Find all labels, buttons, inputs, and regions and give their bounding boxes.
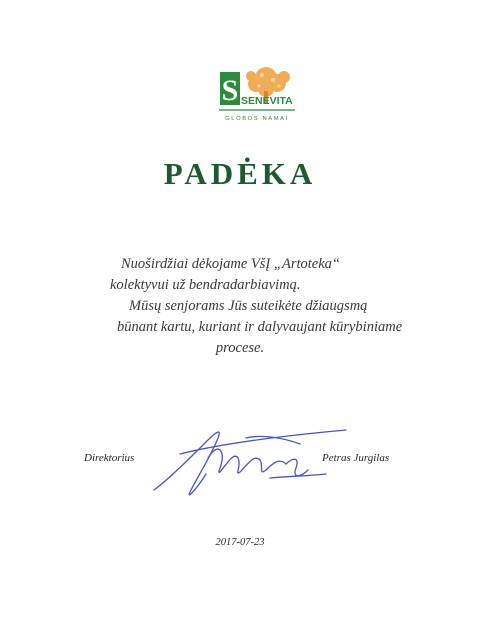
message-line: Mūsų senjorams Jūs suteikėte džiaugsmą: [129, 298, 368, 314]
handwritten-signature: [150, 418, 350, 500]
message-line: būnant kartu, kuriant ir dalyvaujant kūrybiniame: [117, 319, 403, 335]
tree-logo-icon: [216, 64, 298, 128]
logo-brand-text: SENEVITA: [241, 95, 293, 107]
senevita-logo: [216, 64, 298, 128]
message-line: Nuoširdžiai dėkojame VšĮ „Artoteka“: [121, 256, 340, 272]
document-title: PADĖKA: [163, 156, 317, 191]
message-line: procese.: [215, 340, 265, 356]
signer-role: Direktorius: [84, 452, 135, 464]
signer-name: Petras Jurgilas: [322, 452, 390, 464]
message-line: kolektyvui už bendradarbiavimą.: [110, 277, 301, 293]
document-date: 2017-07-23: [215, 537, 265, 548]
logo-subtitle: GLOBOS NAMAI: [225, 116, 289, 122]
svg-text:S: S: [221, 74, 239, 107]
